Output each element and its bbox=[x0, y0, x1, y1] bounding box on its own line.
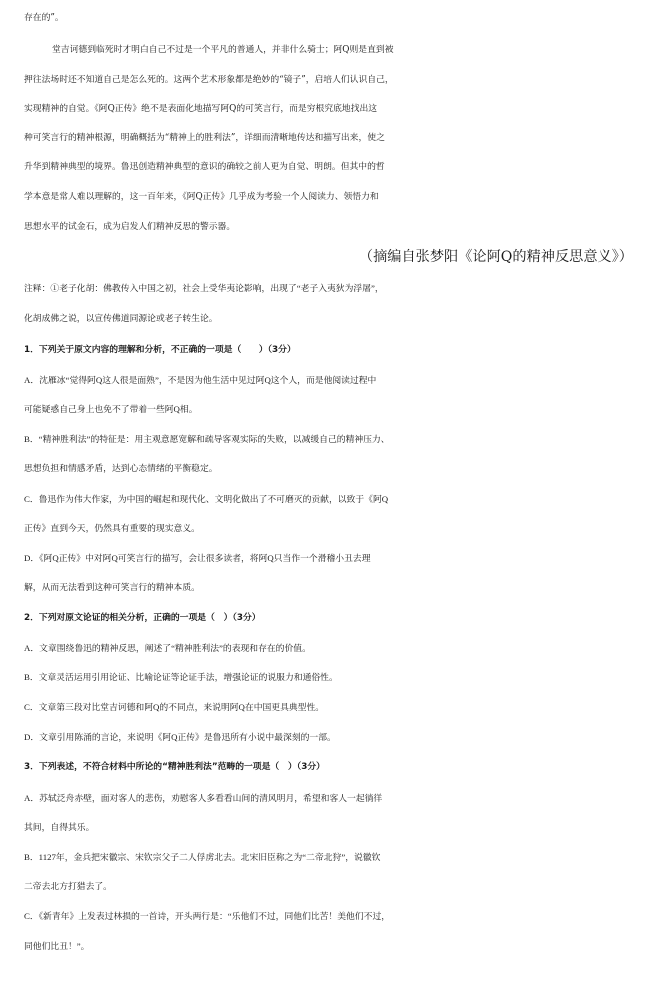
option-c: C．文章第三段对比堂吉诃德和阿Q的不同点，来说明阿Q在中国更具典型性。 bbox=[24, 702, 325, 712]
option-c-cont: 正传》直到今天，仍然具有重要的现实意义。 bbox=[24, 523, 200, 533]
option-b: B．“精神胜利法”的特征是：用主观意愿宽解和疏导客观实际的失败，以减缓自己的精神压力、 bbox=[24, 434, 390, 444]
passage-source: （摘编自张梦阳《论阿Q的精神反思意义》） bbox=[358, 249, 633, 265]
option-c-cont: 同他们比丑！”。 bbox=[24, 941, 90, 951]
option-d: D．《阿Q正传》中对阿Q可笑言行的描写，会让很多读者，将阿Q只当作一个滑稽小丑去理 bbox=[24, 553, 371, 563]
option-b: B．文章灵活运用引用论证、比喻论证等论证手法，增强论证的说服力和通俗性。 bbox=[24, 672, 338, 682]
option-c: C．鲁迅作为伟大作家，为中国的崛起和现代化、文明化做出了不可磨灭的贡献，以致于《阿Q bbox=[24, 494, 389, 504]
passage-line: 思想水平的试金石，成为启发人们精神反思的警示器。 bbox=[24, 222, 236, 232]
option-a: A．文章围绕鲁迅的精神反思，阐述了“精神胜利法”的表现和存在的价值。 bbox=[24, 643, 311, 653]
option-c: C．《新青年》上发表过林损的一首诗，开头两行是：“乐他们不过，同他们比苦！美他们不过， bbox=[24, 911, 391, 921]
note-line: 化胡成佛之说，以宣传佛道同源论或老子转生论。 bbox=[24, 313, 218, 323]
question-stem: 3．下列表述，不符合材料中所论的“精神胜利法”范畴的一项是（ ）（3分） bbox=[24, 762, 325, 772]
question-stem: 1．下列关于原文内容的理解和分析，不正确的一项是（ ）（3分） bbox=[24, 345, 296, 355]
passage-line: 种可笑言行的精神根源，明确概括为“精神上的胜利法”，详细而清晰地传达和描写出来，使之 bbox=[24, 133, 385, 143]
passage-line: 押往法场时还不知道自己是怎么死的。这两个艺术形象都是绝妙的“镜子”，启培人们认识自己， bbox=[24, 75, 394, 85]
passage-line: 存在的”。 bbox=[24, 13, 64, 23]
option-a: A．沈雁冰“觉得阿Q这人很是面熟”，不是因为他生活中见过阿Q这个人，而是他阅读过程中 bbox=[24, 375, 377, 385]
option-d-cont: 解，从而无法看到这种可笑言行的精神本质。 bbox=[24, 582, 200, 592]
option-b: B．1127年，金兵把宋徽宗、宋钦宗父子二人俘虏北去。北宋旧臣称之为“二帝北狩”，说徽钦 bbox=[24, 852, 381, 862]
option-b-cont: 思想负担和情感矛盾，达到心态情绪的平衡稳定。 bbox=[24, 463, 218, 473]
passage-line: 堂吉诃德到临死时才明白自己不过是一个平凡的普通人，并非什么骑士；阿Q则是直到被 bbox=[52, 45, 394, 55]
option-a: A．苏轼泛舟赤壁，面对客人的悲伤，劝慰客人多看看山间的清风明月，希望和客人一起徜徉 bbox=[24, 793, 383, 803]
question-stem: 2．下列对原文论证的相关分析，正确的一项是（ ）（3分） bbox=[24, 613, 261, 623]
option-a-cont: 其间，自得其乐。 bbox=[24, 822, 95, 832]
option-d: D．文章引用陈涌的言论，来说明《阿Q正传》是鲁迅所有小说中最深刻的一部。 bbox=[24, 732, 336, 742]
option-a-cont: 可能疑惑自己身上也免不了带着一些阿Q相。 bbox=[24, 404, 198, 414]
passage-line: 实现精神的自觉。《阿Q正传》绝不是表面化地描写阿Q的可笑言行，而是穷根究底地找出这 bbox=[24, 104, 378, 114]
note-line: 注释：①老子化胡：佛教传入中国之初，社会上受华夷论影响，出现了“老子入夷狄为浮屠”， bbox=[24, 283, 384, 293]
passage-line: 学本意是常人难以理解的，这一百年来，《阿Q正传》几乎成为考验一个人阅读力、领悟力和 bbox=[24, 192, 379, 202]
passage-line: 升华到精神典型的境界。鲁迅创造精神典型的意识的确较之前人更为自觉、明朗。但其中的哲 bbox=[24, 162, 385, 172]
option-b-cont: 二帝去北方打猎去了。 bbox=[24, 881, 112, 891]
